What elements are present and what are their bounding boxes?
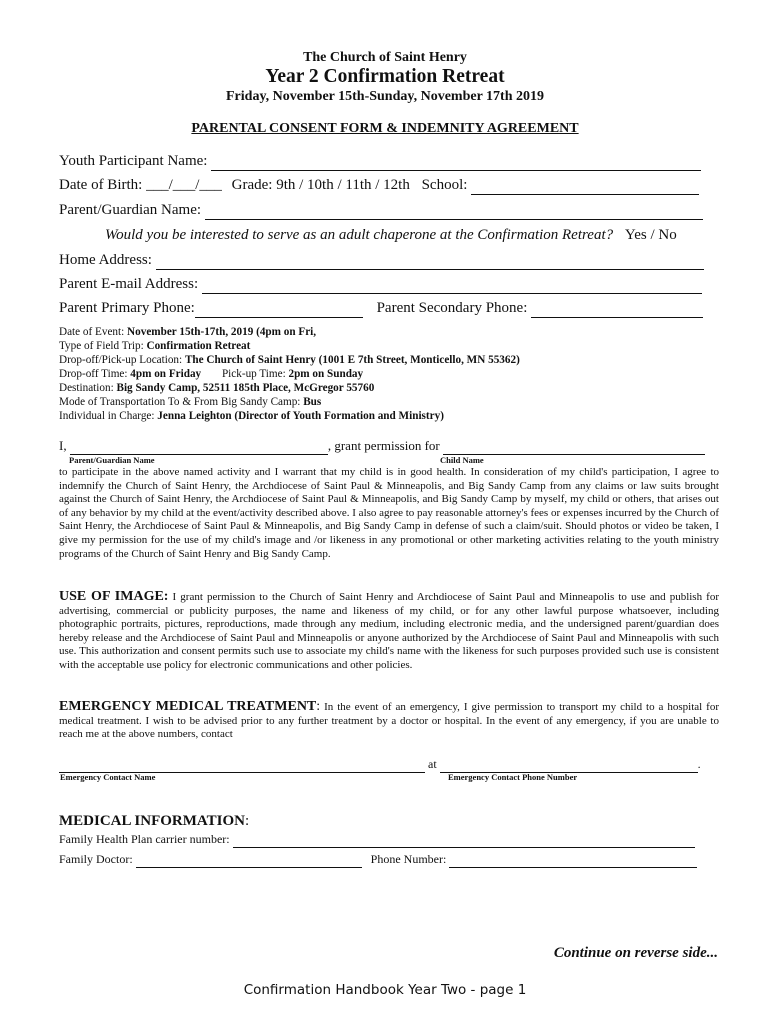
event-location [59,354,520,366]
medical-colon: : [244,813,250,829]
youth-name-field[interactable] [211,153,701,171]
email-field[interactable] [202,276,702,294]
emergency-contact-row [59,757,701,773]
permission-i: I, [59,438,67,453]
dropoff-value: 4pm on Friday [130,368,202,380]
health-plan-label: Family Health Plan carrier number: [59,832,230,846]
guardian-name-label: Parent/Guardian Name: [59,202,202,218]
transport-label: Mode of Transportation To & From Big Sandy Camp: [59,396,301,408]
child-caption: Child Name [440,455,484,465]
medical-heading: MEDICAL INFORMATION [59,813,245,829]
continue-note: Continue on reverse side... [553,945,718,961]
health-plan-row [59,832,695,848]
transport-value: Bus [303,396,322,408]
event-date-label: Date of Event: [59,326,125,338]
event-type [59,340,250,352]
home-address-row [59,252,704,270]
permission-row [59,438,705,455]
emergency-phone-field[interactable] [440,757,698,773]
charge-label: Individual in Charge: [59,410,155,422]
child-name-field[interactable] [443,438,705,455]
youth-name-row [59,153,701,171]
image-use-body: I grant permission to the Church of Saint Henry and Archdiocese of Saint Paul and Minneapolis to use and publish for advertising, commercial or publicity purposes, the name and likeness of my child, or for any other lawful purpose whatsoever, including photographic portraits, pictures, reproductions, made through any medium, including electronic media, and the undersigned parent/guardian does hereby release and the Archdiocese of Saint Paul and Minneapolis or anyone authorized by the Archdiocese of Saint Paul and Minneapolis with such use. This authorization and consent permits such use to associate my child's name with the likeness for such purposes provided such use is consistent with the acceptable use policy for electronic communications and other policies. [59,591,719,671]
doctor-phone-field[interactable] [449,852,697,868]
event-type-value: Confirmation Retreat [146,340,251,352]
destination-value: Big Sandy Camp, 52511 185th Place, McGregor 55760 [116,382,375,394]
dropoff-label: Drop-off Time: [59,368,128,380]
permission-grant: , grant permission for [327,438,440,453]
guardian-name-field[interactable] [205,202,703,220]
page-footer: Confirmation Handbook Year Two - page 1 [243,982,527,998]
home-address-label: Home Address: [59,252,152,268]
image-use-section [59,590,719,673]
primary-phone-field[interactable] [195,300,363,318]
event-times [59,368,363,380]
pickup-value: 2pm on Sunday [288,368,364,380]
secondary-phone-field[interactable] [531,300,703,318]
school-label: School: [421,177,468,193]
guardian-row [59,202,703,220]
event-location-label: Drop-off/Pick-up Location: [59,354,183,366]
dob-field[interactable]: Date of Birth: ___/___/___ [59,177,222,193]
phone-row [59,300,703,318]
medical-heading-row [59,813,249,830]
emergency-body: In the event of an emergency, I give permission to transport my child to a hospital for medical treatment. I wish to be advised prior to any further treatment by a doctor or hospital. In the event of any emergency, if you are unable to reach me at the above numbers, contact [59,701,719,741]
dob-row [59,177,699,195]
home-address-field[interactable] [156,252,704,270]
emergency-contact-field[interactable] [59,757,425,773]
email-row [59,276,702,294]
grade-field[interactable]: Grade: 9th / 10th / 11th / 12th [231,177,410,193]
charge-value: Jenna Leighton (Director of Youth Formation and Ministry) [157,410,444,422]
event-date-value: November 15th-17th, 2019 (4pm on Fri, [127,326,317,338]
school-field[interactable] [471,177,699,195]
doctor-phone-label: Phone Number: [370,852,447,866]
event-date [59,326,316,338]
chaperone-row [105,227,677,244]
secondary-phone-label: Parent Secondary Phone: [376,300,528,316]
page-title: Year 2 Confirmation Retreat [265,66,505,87]
youth-name-label: Youth Participant Name: [59,153,208,169]
guardian-signature-field[interactable] [70,438,328,455]
doctor-row [59,852,697,868]
guardian-caption: Parent/Guardian Name [69,455,155,465]
health-plan-field[interactable] [233,832,695,848]
event-dates: Friday, November 15th-Sunday, November 17th 2019 [226,89,544,104]
form-title: PARENTAL CONSENT FORM & INDEMNITY AGREEMENT [191,121,579,136]
emergency-contact-caption: Emergency Contact Name [60,772,156,782]
doctor-field[interactable] [136,852,362,868]
event-charge [59,410,444,422]
emergency-at: at [428,757,437,771]
emergency-period: . [697,757,701,771]
chaperone-options[interactable]: Yes / No [624,227,677,243]
event-transport [59,396,321,408]
email-label: Parent E-mail Address: [59,276,199,292]
chaperone-question: Would you be interested to serve as an adult chaperone at the Confirmation Retreat? [105,227,614,243]
destination-label: Destination: [59,382,114,394]
primary-phone-label: Parent Primary Phone: [59,300,195,316]
permission-body: to participate in the above named activity and I warrant that my child is in good health. In consideration of my child's participation, I agree to indemnify the Church of Saint Henry, the Archdiocese of Saint Paul & Minneapolis, and Big Sandy Camp from any claims or law suits brought against the Church of Saint Henry, the Archdiocese of Saint Paul & Minneapolis, and Big Sandy Camp by myself, my child or others, that arises out of any behavior by my child at the event/activity described above. I also agree to pay reasonable attorney's fees or expenses incurred by the Church of Saint Henry, the Archdiocese of Saint Paul & Minneapolis, and Big Sandy Camp in defense of such a claim/suit. Should photos or video be taken, I give my permission for the use of my child's image and /or likeness in any promotional or other marketing activities relating to the youth ministry programs of the Church of Saint Henry and Big Sandy Camp. [59,466,719,560]
event-type-label: Type of Field Trip: [59,340,144,352]
emergency-phone-caption: Emergency Contact Phone Number [448,772,578,782]
emergency-heading: EMERGENCY MEDICAL TREATMENT [59,699,317,714]
event-location-value: The Church of Saint Henry (1001 E 7th Street, Monticello, MN 55362) [184,354,520,366]
pickup-label: Pick-up Time: [221,368,286,380]
church-name: The Church of Saint Henry [303,50,467,65]
emergency-colon: : [316,699,321,714]
emergency-section [59,700,719,742]
doctor-label: Family Doctor: [59,852,133,866]
image-use-heading: USE OF IMAGE: [59,589,169,604]
event-destination [59,382,374,394]
